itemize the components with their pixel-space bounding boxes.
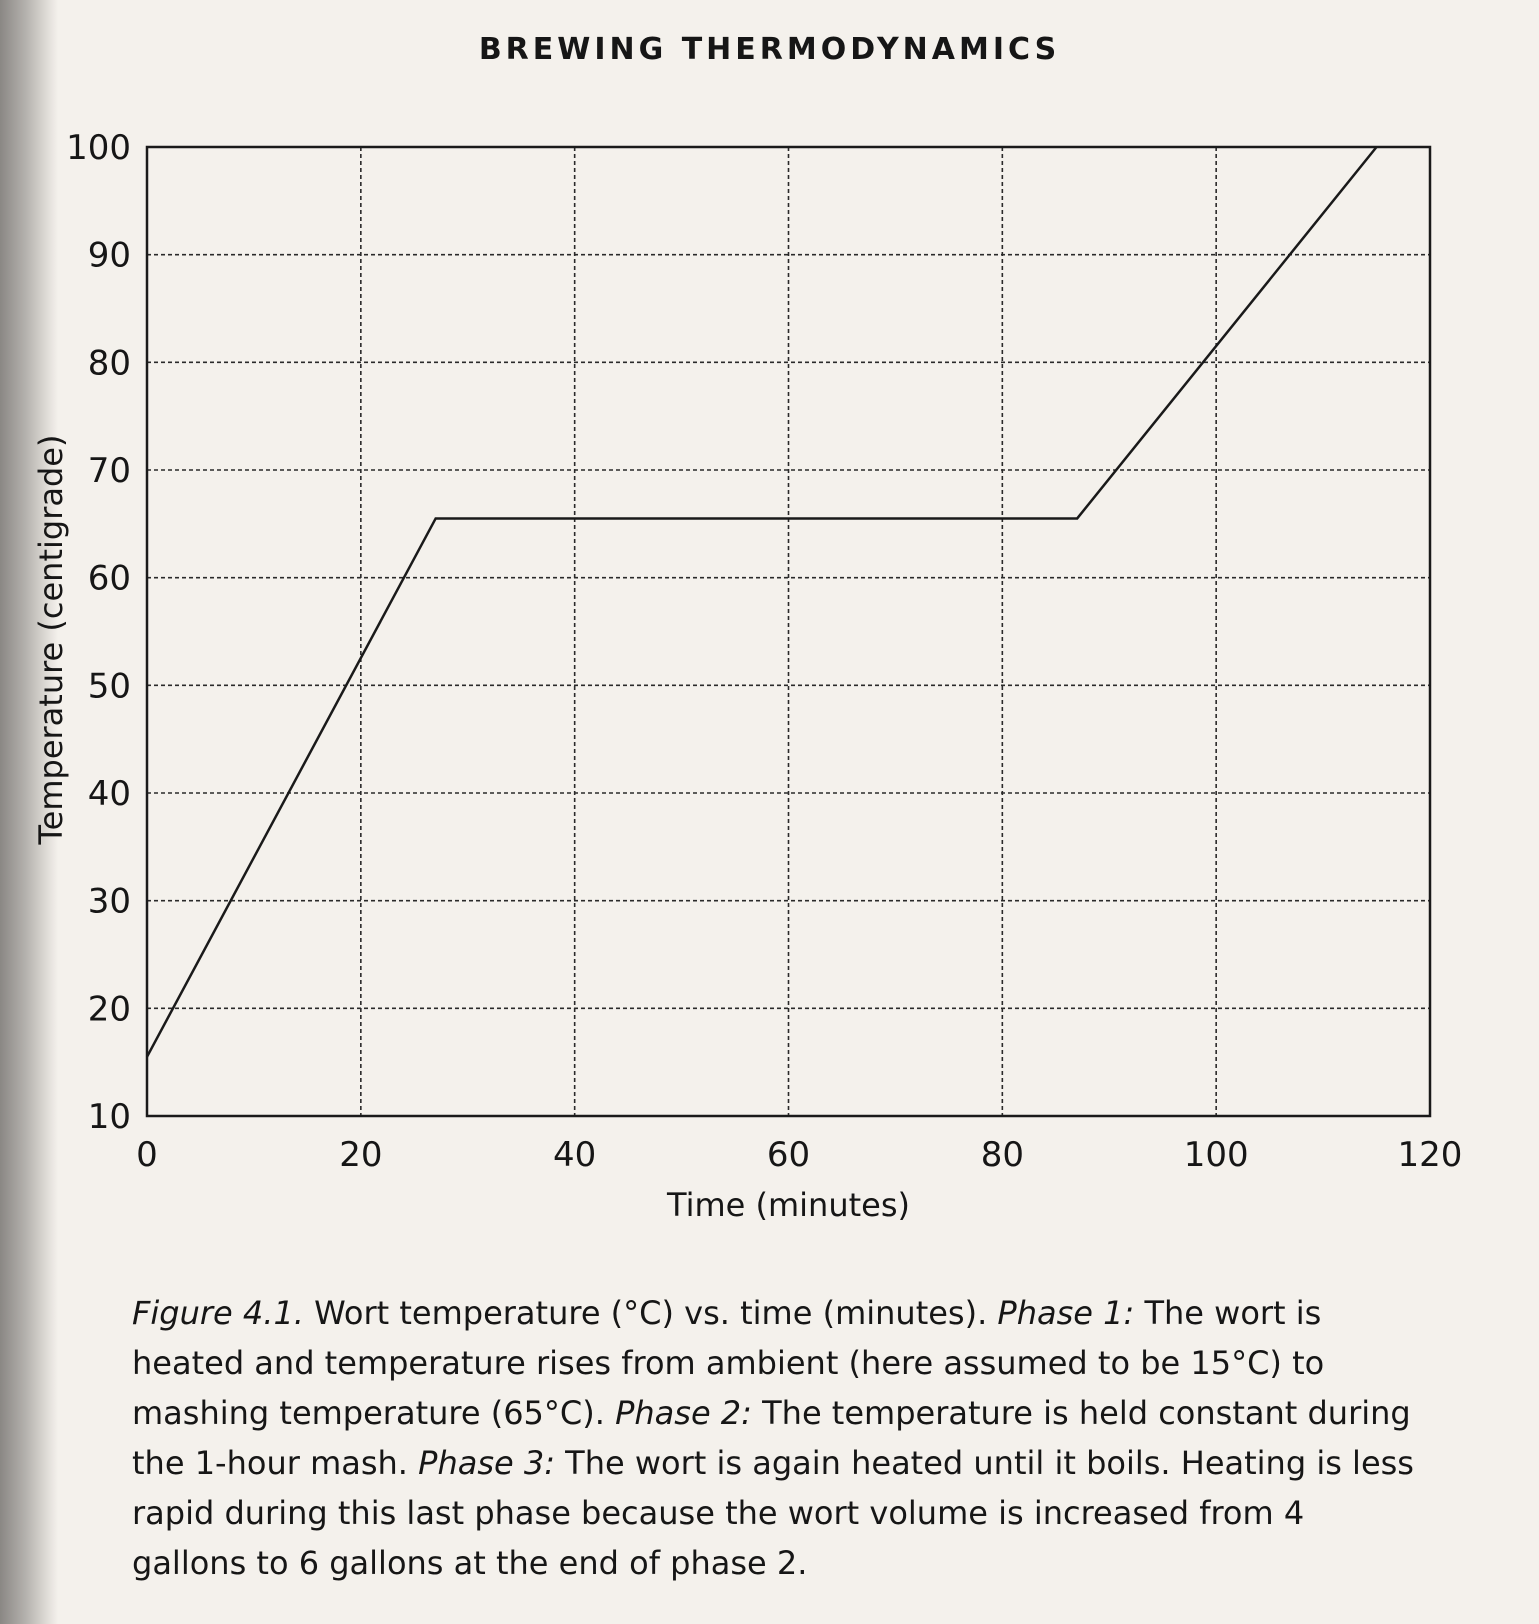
phase2-label: Phase 2:	[615, 1394, 752, 1432]
x-tick-label-0: 0	[136, 1135, 158, 1175]
x-tick-label-3: 60	[766, 1135, 811, 1175]
phase3-text: The wort is again heated until it boils. Heating is less rapid during this last phase because the wort volume is increased from 4 gallons to 6 gallons at the end of phase 2.	[132, 1444, 1414, 1582]
figure-label: Figure 4.1.	[132, 1294, 304, 1332]
running-head: BREWING THERMODYNAMICS	[478, 32, 1061, 67]
phase1-label: Phase 1:	[997, 1294, 1135, 1332]
x-tick-label-4: 80	[980, 1135, 1024, 1175]
phase1-text: The wort is heated and temperature rises from ambient (here assumed to be 15°C) to mashing temperature (65°C).	[132, 1294, 1325, 1432]
x-tick-label-2: 40	[553, 1135, 597, 1175]
y-tick-label-8: 90	[87, 235, 131, 276]
y-tick-label-2: 30	[87, 881, 131, 922]
figure-text: Wort temperature (°C) vs. time (minutes).	[303, 1294, 998, 1332]
figure-caption	[132, 1288, 1422, 1588]
x-tick-labels	[136, 1135, 1462, 1175]
y-tick-label-7: 80	[87, 343, 131, 384]
y-tick-label-5: 60	[87, 558, 131, 599]
x-tick-label-1: 20	[339, 1135, 383, 1175]
x-tick-label-6: 120	[1397, 1135, 1463, 1175]
y-tick-label-3: 40	[87, 774, 131, 814]
grid-lines	[147, 147, 1430, 1116]
x-axis-label: Time (minutes)	[667, 1186, 910, 1224]
y-tick-label-9: 100	[66, 128, 131, 168]
y-tick-label-4: 50	[87, 666, 131, 707]
y-tick-label-0: 10	[87, 1097, 131, 1137]
series-line	[147, 147, 1377, 1057]
y-tick-label-6: 70	[87, 451, 131, 491]
phase2-text: The temperature is held constant during the 1-hour mash.	[132, 1394, 1411, 1482]
y-axis-label: Temperature (centigrade)	[32, 434, 70, 845]
x-tick-label-5: 100	[1183, 1135, 1249, 1175]
phase3-label: Phase 3:	[418, 1444, 555, 1482]
y-tick-label-1: 20	[87, 989, 131, 1030]
y-tick-labels	[66, 128, 131, 1137]
